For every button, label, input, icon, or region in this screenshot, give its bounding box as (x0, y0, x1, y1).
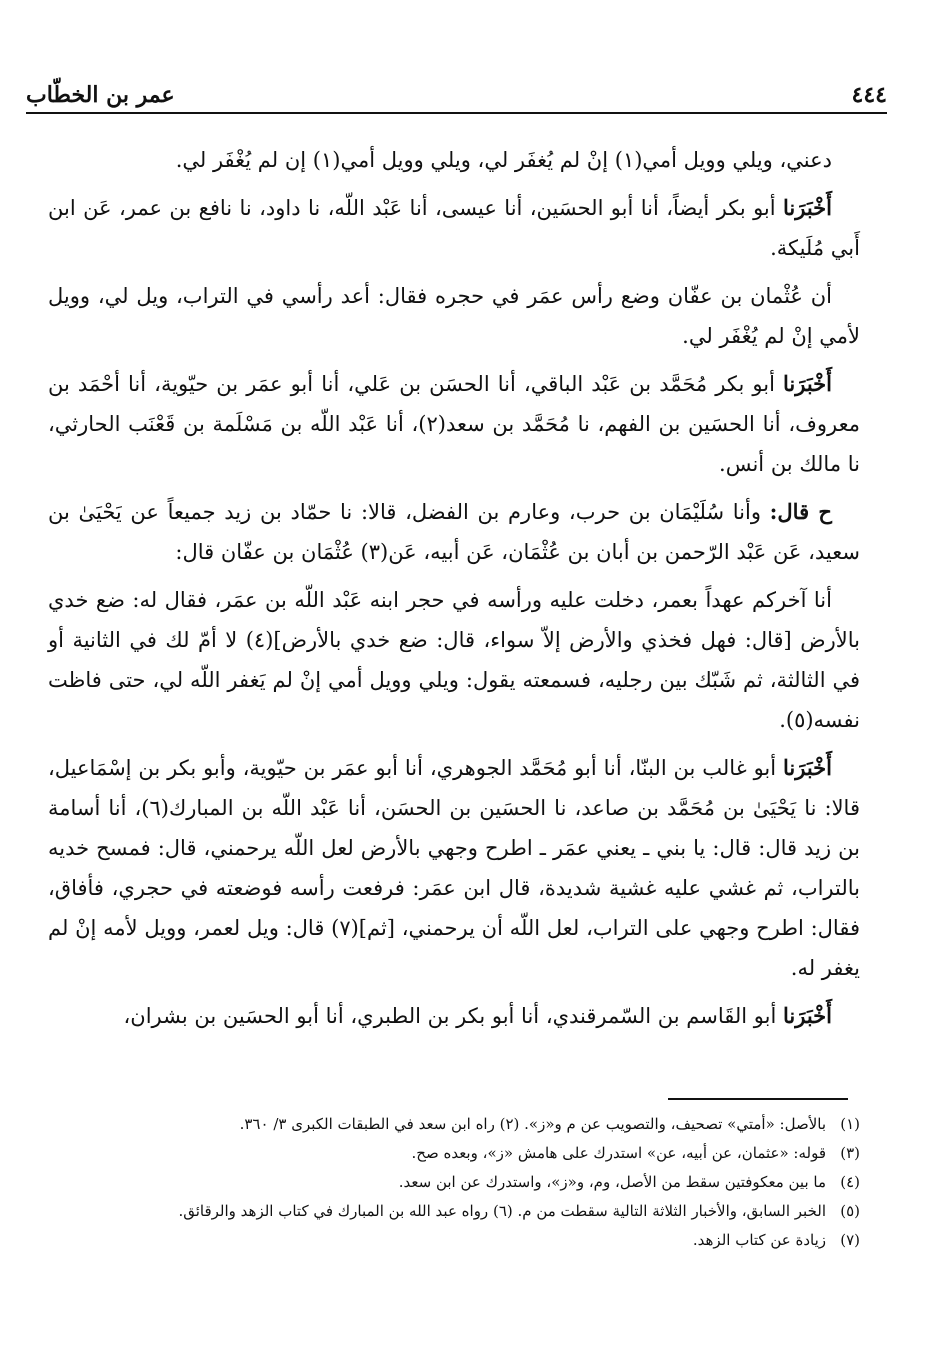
footnote-number: (٧) (840, 1231, 860, 1249)
footnotes (60, 1110, 860, 1255)
paragraph-7 (48, 748, 860, 988)
footnote-text: قوله: «عثمان، عن أبيه، عن» استدرك على هامش «ز»، وبعده صح. (411, 1144, 826, 1162)
paragraph-text: أن عُثْمان بن عفّان وضع رأس عمَر في حجره فقال: أعد رأسي في التراب، ويل لي، وويل لأمي إنْ لم يُغْفَر لي. (48, 284, 860, 348)
paragraph-lead: ح قال: (769, 499, 832, 524)
paragraph-text: وأنا سُلَيْمَان بن حرب، وعارم بن الفضل، قالا: نا حمّاد بن زيد جميعاً عن يَحْيَىٰ بن سعيد، عَن عَبْد الرّحمن بن أبان بن عُثْمَان، عَن أبيه، عَن(٣) عُثْمَان بن عفّان قال: (48, 500, 860, 564)
footnote (60, 1226, 860, 1255)
paragraph-lead: أَخْبَرَنا (783, 755, 832, 780)
running-title: عمر بن الخطّاب (26, 82, 175, 108)
paragraph-6 (48, 580, 860, 740)
paragraph-text: أبو بكر مُحَمَّد بن عَبْد الباقي، أنا الحسَن بن عَلي، أنا أبو عمَر بن حيّوية، أنا أحْمَد بن معروف، أنا الحسَين بن الفهم، نا مُحَمَّد بن سعد(٢)، أنا عَبْد اللّه بن مَسْلَمة بن قَعْنَب الحارثي، نا مالك بن أنس. (48, 372, 860, 476)
footnote-text: بالأصل: «أمتي» تصحيف، والتصويب عن م و«ز». (٢) راه ابن سعد في الطبقات الكبرى ٣/ ٣٦٠. (239, 1115, 826, 1133)
paragraph-text: أبو غالب بن البنّا، أنا أبو مُحَمَّد الجوهري، أنا أبو عمَر بن حيّوية، وأبو بكر بن إسْمَاعيل، قالا: نا يَحْيَىٰ بن مُحَمَّد بن صاعد، نا الحسَين بن الحسَن، أنا عَبْد اللّه بن المبارك(٦)، أنا أسامة بن زيد قال: قال: يا بني ـ يعني عمَر ـ اطرح وجهي بالأرض لعل اللّه يرحمني، قال: فمسح خديه بالتراب، ثم غشي عليه غشية شديدة، قال ابن عمَر: فرفعت رأسه فوضعته في حجري، فأفاق، فقال: اطرح وجهي على التراب، لعل اللّه أن يرحمني، [ثم](٧) قال: ويل لعمر، وويل لأمه إنْ لم يغفر له. (48, 756, 860, 980)
running-header (26, 72, 887, 114)
footnote-text: الخبر السابق، والأخبار الثلاثة التالية سقطت من م. (٦) رواه عبد الله بن المبارك في كتاب الزهد والرقائق. (178, 1202, 826, 1220)
paragraph-4 (48, 364, 860, 484)
footnote-number: (٤) (840, 1173, 860, 1191)
paragraph-3 (48, 276, 860, 356)
paragraph-2 (48, 188, 860, 268)
paragraph-text: دعني، ويلي وويل أمي(١) إنْ لم يُغفَر لي، ويلي وويل أمي(١) إن لم يُغْفَر لي. (175, 148, 832, 172)
paragraph-5 (48, 492, 860, 572)
paragraph-text: أنا آخركم عهداً بعمر، دخلت عليه ورأسه في حجر ابنه عَبْد اللّه بن عمَر، فقال له: ضع خدي بالأرض [قال: فهل فخذي والأرض إلاّ سواء، قال: ضع خدي بالأرض](٤) لا أمّ لك في الثانية أو في الثالثة، ثم شَبّك بين رجليه، فسمعته يقول: ويلي وويل أمي إنْ لم يَغفر اللّه لي، حتى فاظت نفسه(٥). (48, 588, 860, 732)
footnote-number: (٣) (840, 1144, 860, 1162)
paragraph-lead: أَخْبَرَنا (783, 1003, 832, 1028)
paragraph-lead: أَخْبَرَنا (783, 371, 832, 396)
footnote-number: (١) (840, 1115, 860, 1133)
footnote (60, 1139, 860, 1168)
paragraph-text: أبو بكر أيضاً، أنا أبو الحسَين، أنا عيسى، أنا عَبْد اللّه، نا داود، نا نافع بن عمر، عَن ابن أَبي مُلَيكة. (48, 196, 860, 260)
page-number: ٤٤٤ (851, 82, 887, 108)
paragraph-8 (48, 996, 860, 1036)
footnote (60, 1197, 860, 1226)
footnote-number: (٥) (840, 1202, 860, 1220)
footnote-text: زيادة عن كتاب الزهد. (692, 1231, 826, 1249)
paragraph-1 (48, 140, 860, 180)
paragraph-text: أبو القَاسم بن السّمرقندي، أنا أبو بكر بن الطبري، أنا أبو الحسَين بن بشران، (123, 1004, 784, 1028)
main-text (48, 140, 860, 1044)
footnote-text: ما بين معكوفتين سقط من الأصل، وم، و«ز»، واستدرك عن ابن سعد. (398, 1173, 826, 1191)
footnote-divider (668, 1098, 848, 1100)
footnote (60, 1168, 860, 1197)
paragraph-lead: أَخْبَرَنا (783, 195, 832, 220)
footnote (60, 1110, 860, 1139)
